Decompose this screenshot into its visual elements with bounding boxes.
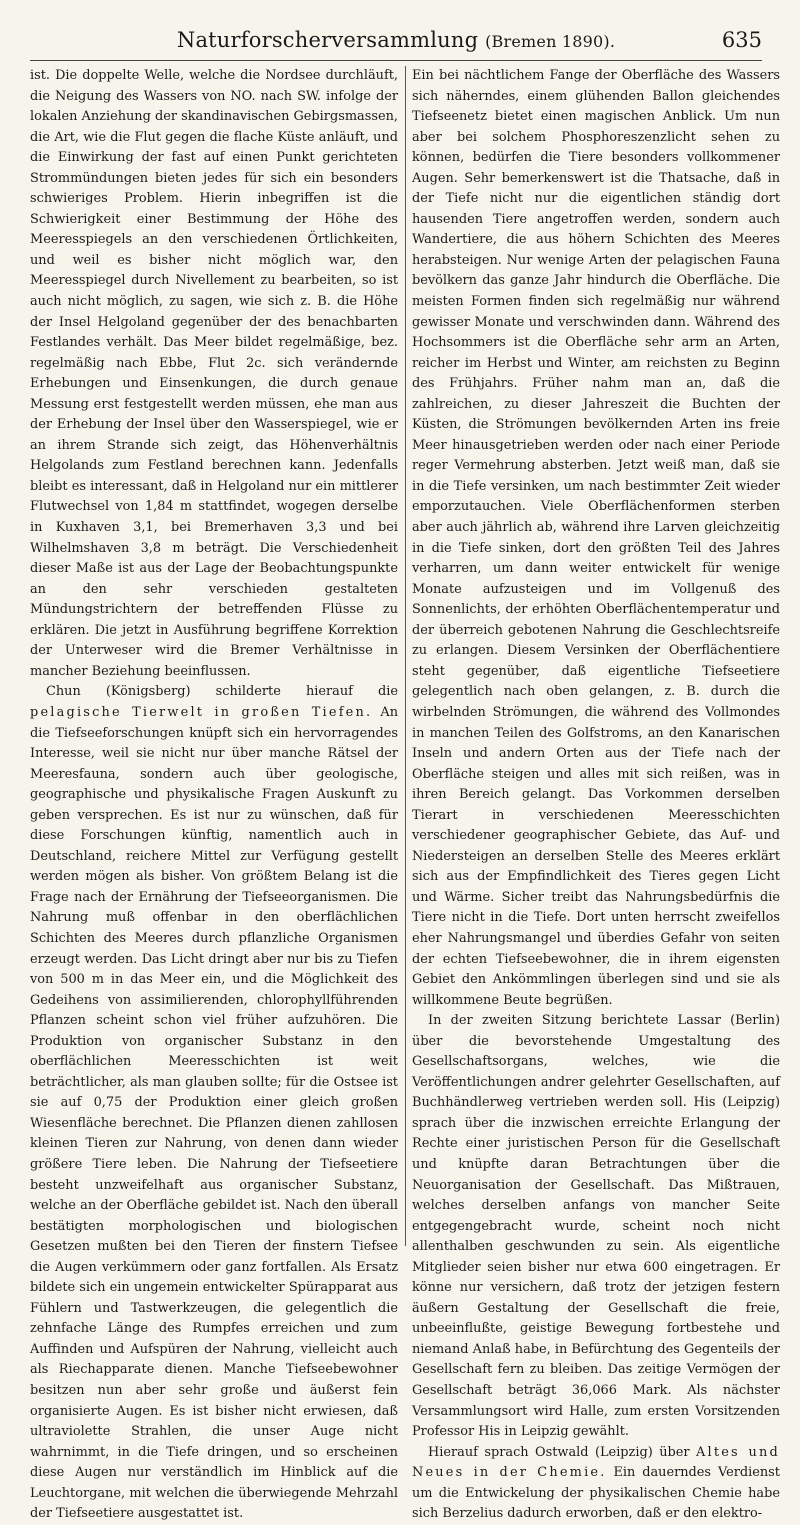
page-header [30,24,762,61]
right-paragraph-2: In der zweiten Sitzung berichtete Lassar (Berlin) über die bevorstehende Umgestaltung des Gesellschaftsorgans, welches, wie die Veröffentlichungen andrer gelehrter Gesellschaften, auf Buchhändlerweg vertrieben werden soll. His (Leipzig) sprach über die inzwischen erreichte Erlangung der Rechte einer juristischen Person für die Gesellschaft und knüpfte daran Betrachtungen über die Neuorganisation der Gesellschaft. Das Mißtrauen, welches derselben anfangs von mancher Seite entgegengebracht wurde, scheint noch nicht allenthalben geschwunden zu sein. Als eigentliche Mitglieder seien bisher nur etwa 600 eingetragen. Er könne nur versichern, daß trotz der jetzigen festern äußern Gestaltung der Gesellschaft die freie, unbeeinflußte, geistige Bewegung fortbestehe und niemand Anlaß habe, in Befürchtung des Gegenteils der Gesellschaft fern zu bleiben. Das zeitige Vermögen der Gesellschaft beträgt 36,066 Mark. Als nächster Versammlungsort wird Halle, zum ersten Vorsitzenden Professor His in Leipzig gewählt. [412,1013,780,1440]
right-column [412,66,780,1525]
left-column [30,66,398,1525]
ostwald-topic: Altes und Neues in der Chemie. [412,1444,780,1481]
running-title [30,28,762,52]
chun-topic: pelagische Tierwelt in großen Tiefen. [30,704,373,720]
ostwald-lead: Hierauf sprach Ostwald (Leipzig) über [428,1444,697,1460]
left-paragraph-2 [30,682,398,1524]
right-paragraph-3 [412,1443,780,1525]
page-number: 635 [721,28,762,52]
header-title: Naturforscherversammlung [176,28,479,52]
ostwald-body: Ein dauerndes Verdienst um die Entwickelung der physikalischen Chemie habe sich Berzelius dadurch erworben, daß er den elektro- [412,1465,780,1522]
column-divider [405,66,406,1246]
right-paragraph-1: Ein bei nächtlichem Fange der Oberfläche des Wassers sich näherndes, einem glühenden Ballon gleichendes Tiefseenetz bietet einen magischen Anblick. Um nun aber bei solchem Phosphoreszenzlicht sehen zu können, bedürfen die Tiere besonders vollkommener Augen. Sehr bemerkenswert ist die Thatsache, daß in der Tiefe nicht nur die eigentlichen ständig dort hausenden Tiere angetroffen werden, sondern auch Wandertiere, die aus höhern Schichten des Meeres herabsteigen. Nur wenige Arten der pelagischen Fauna bevölkern das ganze Jahr hindurch die Oberfläche. Die meisten Formen finden sich regelmäßig nur während gewisser Monate und verschwinden dann. Während des Hochsommers ist die Oberfläche sehr arm an Arten, reicher im Herbst und Winter, am reichsten zu Beginn des Frühjahrs. Früher nahm man an, daß die zahlreichen, zu dieser Jahreszeit die Buchten der Küsten, die Strömungen bevölkernden Arten ins freie Meer hinausgetrieben werden oder nach einer Periode reger Vermehrung absterben. Jetzt weiß man, daß sie in die Tiefe versinken, um nach bestimmter Zeit wieder emporzutauchen. Viele Oberflächenformen sterben aber auch jährlich ab, während ihre Larven gleichzeitig in die Tiefe sinken, dort den größten Teil des Jahres verharren, um dann weiter entwickelt für wenige Monate aufzusteigen und im Vollgenuß des Sonnenlichts, der erhöhten Oberflächentemperatur und der überreich gebotenen Nahrung die Geschlechtsreife zu erlangen. Diesem Versinken der Oberflächentiere steht gegenüber, daß eigentliche Tiefseetiere gelegentlich nach oben gelangen, z. B. durch die wirbelnden Strömungen, die während des Vollmondes in manchen Teilen des Golfstroms, an den Kanarischen Inseln und andern Orten aus der Tiefe nach der Oberfläche steigen und alles mit sich reißen, was in ihren Bereich gelangt. Das Vorkommen derselben Tierart in verschiedenen Meeresschichten verschiedener geographischer Gebiete, das Auf- und Niedersteigen an derselben Stelle des Meeres erklärt sich aus der Empfindlichkeit des Tieres gegen Licht und Wärme. Sicher treibt das Nahrungsbedürfnis die Tiere nicht in die Tiefe. Dort unten herrscht zweifellos eher Nahrungsmangel und überdies Gefahr von seiten der echten Tiefseebewohner, die in ihrem eigensten Gebiet den Ankömmlingen überlegen sind und sie als willkommene Beute begrüßen. [412,68,780,1008]
chun-lead: Chun (Königsberg) schilderte hierauf die [46,684,398,700]
left-paragraph-1: ist. Die doppelte Welle, welche die Nordsee durchläuft, die Neigung des Wassers von NO. nach SW. infolge der lokalen Anziehung der skandinavischen Gebirgsmassen, die Art, wie die Flut gegen die flache Küste anläuft, und die Einwirkung der fast auf einen Punkt gerichteten Strommündungen bieten jedes für sich ein besonders schwieriges Problem. Hierin inbegriffen ist die Schwierigkeit einer Bestimmung der Höhe des Meeresspiegels an den verschiedenen Örtlichkeiten, und weil es bisher nicht möglich war, den Meeresspiegel durch Nivellement zu bearbeiten, so ist auch nicht möglich, zu sagen, wie sich z. B. die Höhe der Insel Helgoland gegenüber der des benachbarten Festlandes verhält. Das Meer bildet regelmäßige, bez. regelmäßig nach Ebbe, Flut 2c. sich verändernde Erhebungen und Einsenkungen, die durch genaue Messung erst festgestellt werden müssen, ehe man aus der Erhebung der Insel über den Wasserspiegel, wie er an ihrem Strande sich zeigt, das Höhenverhältnis Helgolands zum Festland berechnen kann. Jedenfalls bleibt es interessant, daß in Helgoland nur ein mittlerer Flutwechsel von 1,84 m stattfindet, wogegen derselbe in Kuxhaven 3,1, bei Bremerhaven 3,3 und bei Wilhelmshaven 3,8 m beträgt. Die Verschiedenheit dieser Maße ist aus der Lage der Beobachtungspunkte an den sehr verschieden gestalteten Mündungstrichtern der betreffenden Flüsse zu erklären. Die jetzt in Ausführung begriffene Korrektion der Unterweser wird die Bremer Verhältnisse in mancher Beziehung beeinflussen. [30,68,398,679]
chun-body: An die Tiefseeforschungen knüpft sich ein hervorragendes Interesse, weil sie nicht nur über manche Rätsel der Meeresfauna, sondern auch über geologische, geographische und physikalische Fragen Auskunft zu geben versprechen. Es ist nur zu wünschen, daß für diese Forschungen künftig, namentlich auch in Deutschland, reichere Mittel zur Verfügung gestellt werden mögen als bisher. Von größtem Belang ist die Frage nach der Ernährung der Tiefseeorganismen. Die Nahrung muß offenbar in den oberflächlichen Schichten des Meeres durch pflanzliche Organismen erzeugt werden. Das Licht dringt aber nur bis zu Tiefen von 500 m in das Meer ein, und die Möglichkeit des Gedeihens von assimilierenden, chlorophyllführenden Pflanzen scheint schon viel früher aufzuhören. Die Produktion von organischer Substanz in den oberflächlichen Meeresschichten ist weit beträchtlicher, als man glauben sollte; für die Ostsee ist sie auf 0,75 der Produktion einer gleich großen Wiesenfläche berechnet. Die Pflanzen dienen zahllosen kleinen Tieren zur Nahrung, von denen dann wieder größere Tiere leben. Die Nahrung der Tiefseetiere besteht unzweifelhaft aus organischer Substanz, welche an der Oberfläche gebildet ist. Nach den überall bestätigten morphologischen und biologischen Gesetzen mußten bei den Tieren der finstern Tiefsee die Augen verkümmern oder ganz fortfallen. Als Ersatz bildete sich ein ungemein entwickelter Spürapparat aus Fühlern und Tastwerkzeugen, die gelegentlich die zehnfache Länge des Rumpfes erreichen und zum Auffinden und Aufspüren der Nahrung, vielleicht auch als Riechapparate dienen. Manche Tiefseebewohner besitzen nun aber sehr große und äußerst fein organisierte Augen. Es ist bisher nicht erwiesen, daß ultraviolette Strahlen, die unser Auge nicht wahrnimmt, in die Tiefe dringen, und so erscheinen diese Augen nur verständlich im Hinblick auf die Leuchtorgane, mit welchen die überwiegende Mehrzahl der Tiefseetiere ausgestattet ist. [30,704,398,1522]
header-subtitle: (Bremen 1890). [485,32,616,51]
